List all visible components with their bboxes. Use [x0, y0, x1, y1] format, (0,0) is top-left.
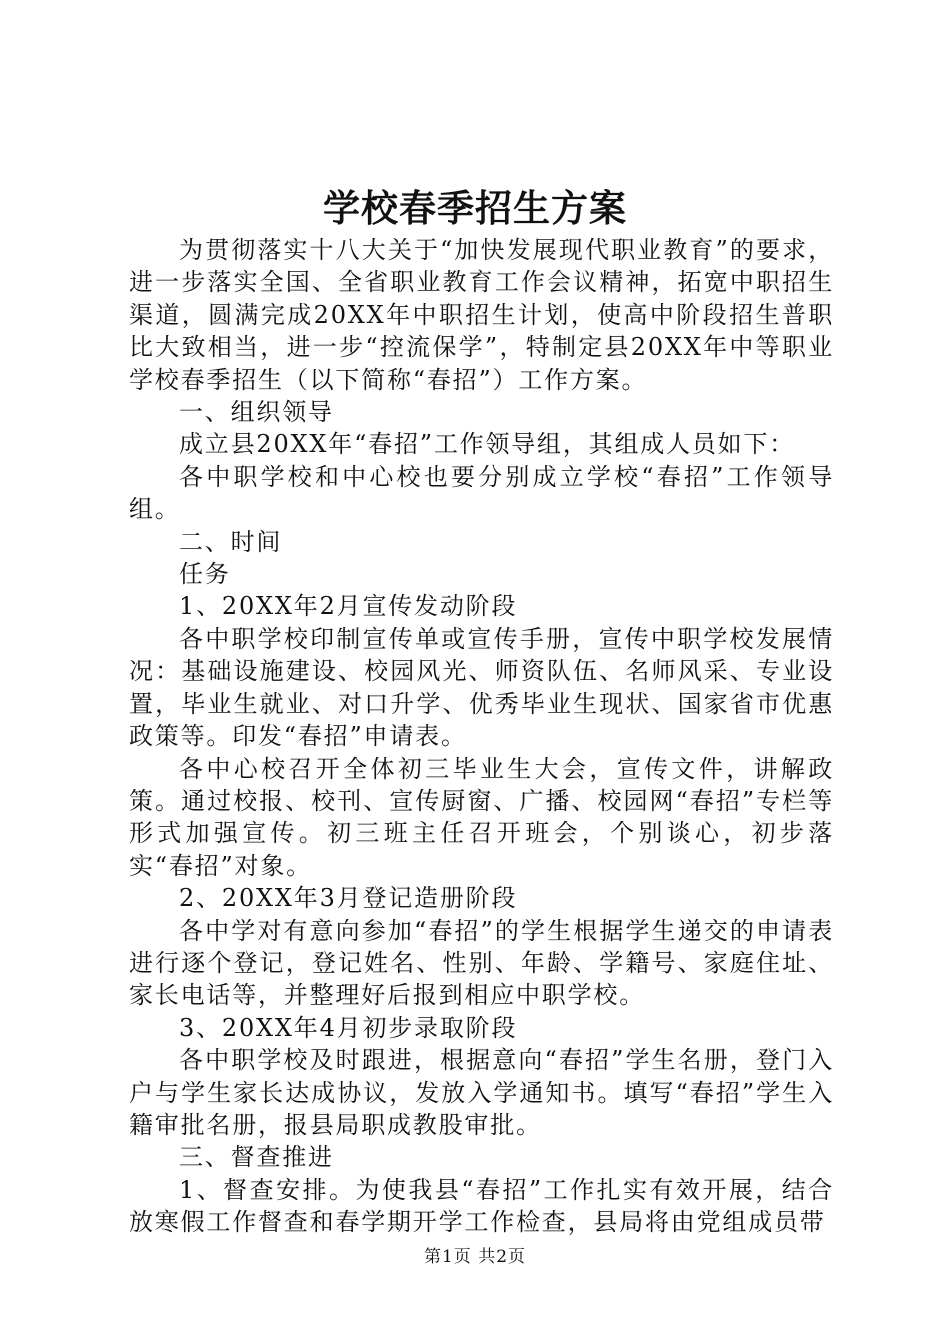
- subsection-heading: 3、20XX年4月初步录取阶段: [179, 1013, 518, 1042]
- paragraph: 各中职学校印制宣传单或宣传手册，宣传中职学校发展情况：基础设施建设、校园风光、师资队伍、名师风采、专业设置，毕业生就业、对口升学、优秀毕业生现状、国家省市优惠政策等。印发“春招”申请表。: [129, 624, 834, 751]
- section-heading: 三、督查推进: [179, 1143, 334, 1172]
- section-heading: 二、时间: [179, 527, 283, 556]
- paragraph: 1、督查安排。为使我县“春招”工作扎实有效开展，结合放寒假工作督查和春学期开学工作检查，县局将由党组成员带: [129, 1175, 834, 1237]
- document-title: 学校春季招生方案: [323, 186, 627, 230]
- paragraph: 各中学对有意向参加“春招”的学生根据学生递交的申请表进行逐个登记，登记姓名、性别、年龄、学籍号、家庭住址、家长电话等，并整理好后报到相应中职学校。: [129, 916, 834, 1010]
- paragraph: 成立县20XX年“春招”工作领导组，其组成人员如下：: [179, 430, 796, 459]
- subsection-heading: 2、20XX年3月登记造册阶段: [179, 884, 518, 913]
- paragraph: 任务: [179, 560, 231, 589]
- document-body: [129, 234, 834, 1239]
- paragraph: 各中心校召开全体初三毕业生大会，宣传文件，讲解政策。通过校报、校刊、宣传厨窗、广播、校园网“春招”专栏等形式加强宣传。初三班主任召开班会，个别谈心，初步落实“春招”对象。: [129, 754, 834, 880]
- paragraph: 各中职学校和中心校也要分别成立学校“春招”工作领导组。: [129, 462, 834, 524]
- paragraph: 各中职学校及时跟进，根据意向“春招”学生名册，登门入户与学生家长达成协议，发放入学通知书。填写“春招”学生入籍审批名册，报县局职成教股审批。: [129, 1046, 834, 1139]
- page-footer: 第1页 共2页: [423, 1247, 527, 1267]
- section-heading: 一、组织领导: [179, 398, 334, 427]
- subsection-heading: 1、20XX年2月宣传发动阶段: [179, 592, 518, 621]
- paragraph: 为贯彻落实十八大关于“加快发展现代职业教育”的要求，进一步落实全国、全省职业教育工作会议精神，拓宽中职招生渠道，圆满完成20XX年中职招生计划，使高中阶段招生普职比大致相当，进一步“控流保学”，特制定县20XX年中等职业学校春季招生（以下简称“春招”）工作方案。: [129, 236, 834, 394]
